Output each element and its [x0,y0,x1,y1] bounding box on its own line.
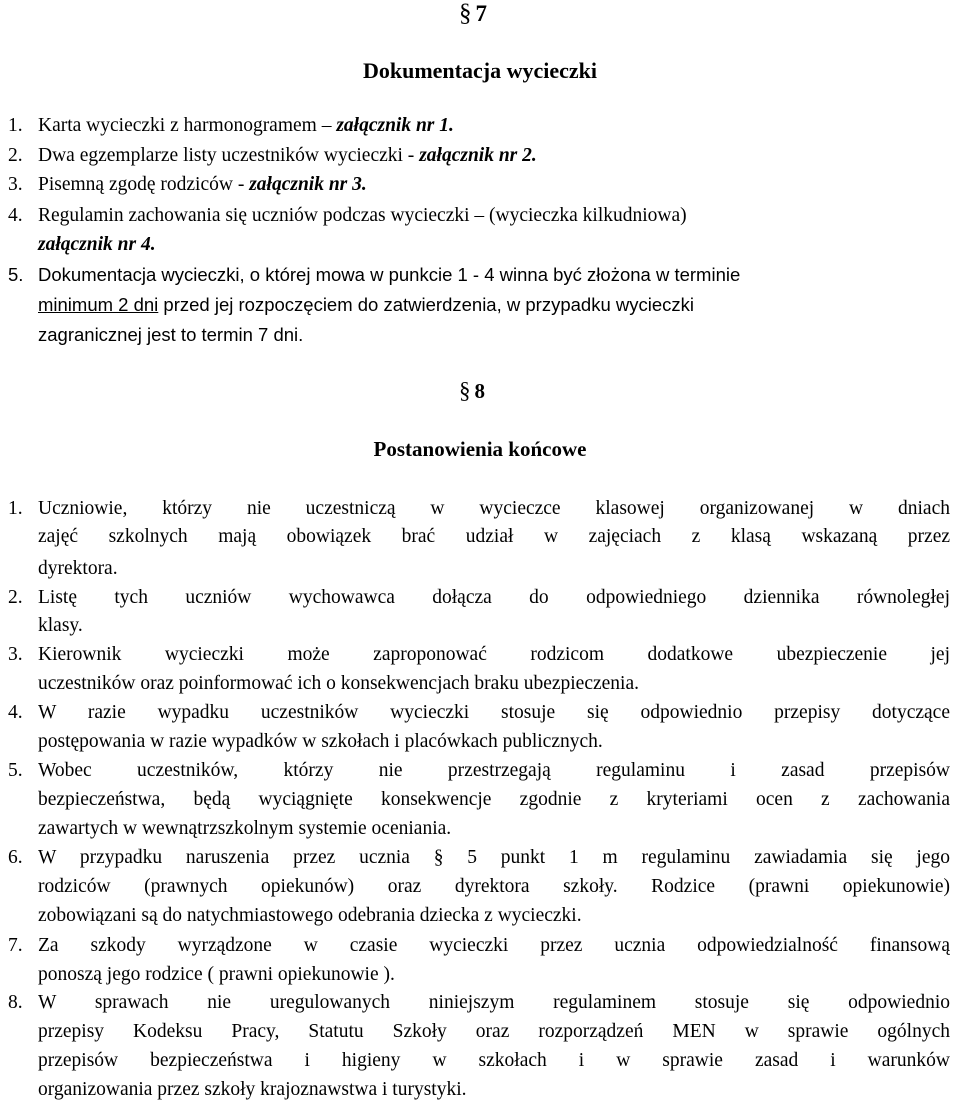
s8-item-line: uczestników oraz poinformować ich o konsekwencjach braku ubezpieczenia. [38,673,639,694]
section-7-title: Dokumentacja wycieczki [362,58,597,83]
s8-item-line: ponoszą jego rodzice ( prawni opiekunowie ). [38,964,395,985]
s7-item-5-line3: zagranicznej jest to termin 7 dni. [38,324,304,345]
s8-item-line: postępowania w razie wypadków w szkołach i placówkach publicznych. [38,731,603,752]
s8-item-line: Uczniowie, którzy nie uczestniczą w wycieczce klasowej organizowanej w dniach [38,498,950,519]
s8-item-number: 5. [8,760,23,781]
s8-item-number: 3. [8,644,23,665]
s8-item-line: zobowiązani są do natychmiastowego odebrania dziecka z wycieczki. [38,905,582,926]
s8-item-line: Wobec uczestników, którzy nie przestrzegają regulaminu i zasad przepisów [38,760,950,781]
s7-item-4-cont: załącznik nr 4. [38,234,156,255]
s8-item-line: organizowania przez szkoły krajoznawstwa i turystyki. [38,1079,467,1100]
s8-item-line: zajęć szkolnych mają obowiązek brać udział w zajęciach z klasą wskazaną przez [38,526,950,547]
s8-item-line: W razie wypadku uczestników wycieczki stosuje się odpowiednio przepisy dotyczące [38,702,950,723]
s8-item-line: przepisów bezpieczeństwa i higieny w szkołach i w sprawie zasad i warunków [38,1050,950,1071]
section-8-number: § 8 [459,378,485,403]
s7-item-5-line2: minimum 2 dni przed jej rozpoczęciem do zatwierdzenia, w przypadku wycieczki [38,294,694,315]
s8-item-line: Za szkody wyrządzone w czasie wycieczki przez ucznia odpowiedzialność finansową [38,935,950,956]
s8-item-line: przepisy Kodeksu Pracy, Statutu Szkoły oraz rozporządzeń MEN w sprawie ogólnych [38,1021,950,1042]
s8-item-line: Kierownik wycieczki może zaproponować rodzicom dodatkowe ubezpieczenie jej [38,644,950,665]
s8-item-number: 4. [8,702,23,723]
section-8-title: Postanowienia końcowe [373,437,587,461]
s8-item-line: dyrektora. [38,558,118,579]
s8-item-line: W sprawach nie uregulowanych niniejszym regulaminem stosuje się odpowiednio [38,992,950,1013]
s8-item-line: rodziców (prawnych opiekunów) oraz dyrektora szkoły. Rodzice (prawni opiekunowie) [38,876,950,897]
s8-item-line: Listę tych uczniów wychowawca dołącza do odpowiedniego dziennika równoległej [38,587,950,608]
s8-item-number: 2. [8,587,23,608]
s8-item-number: 7. [8,935,23,956]
s8-item-line: zawartych w wewnątrzszkolnym systemie oceniania. [38,818,452,839]
s8-item-line: klasy. [38,615,83,636]
s8-item-line: bezpieczeństwa, będą wyciągnięte konsekwencje zgodnie z kryteriami ocen z zachowania [38,789,950,810]
s8-item-line: W przypadku naruszenia przez ucznia § 5 punkt 1 m regulaminu zawiadamia się jego [38,847,950,868]
s8-item-number: 6. [8,847,23,868]
s8-item-number: 1. [8,498,23,519]
section-7-number: § 7 [459,0,487,27]
section-symbol: § [459,378,471,403]
s8-item-number: 8. [8,992,23,1013]
section-symbol: § [459,0,472,27]
